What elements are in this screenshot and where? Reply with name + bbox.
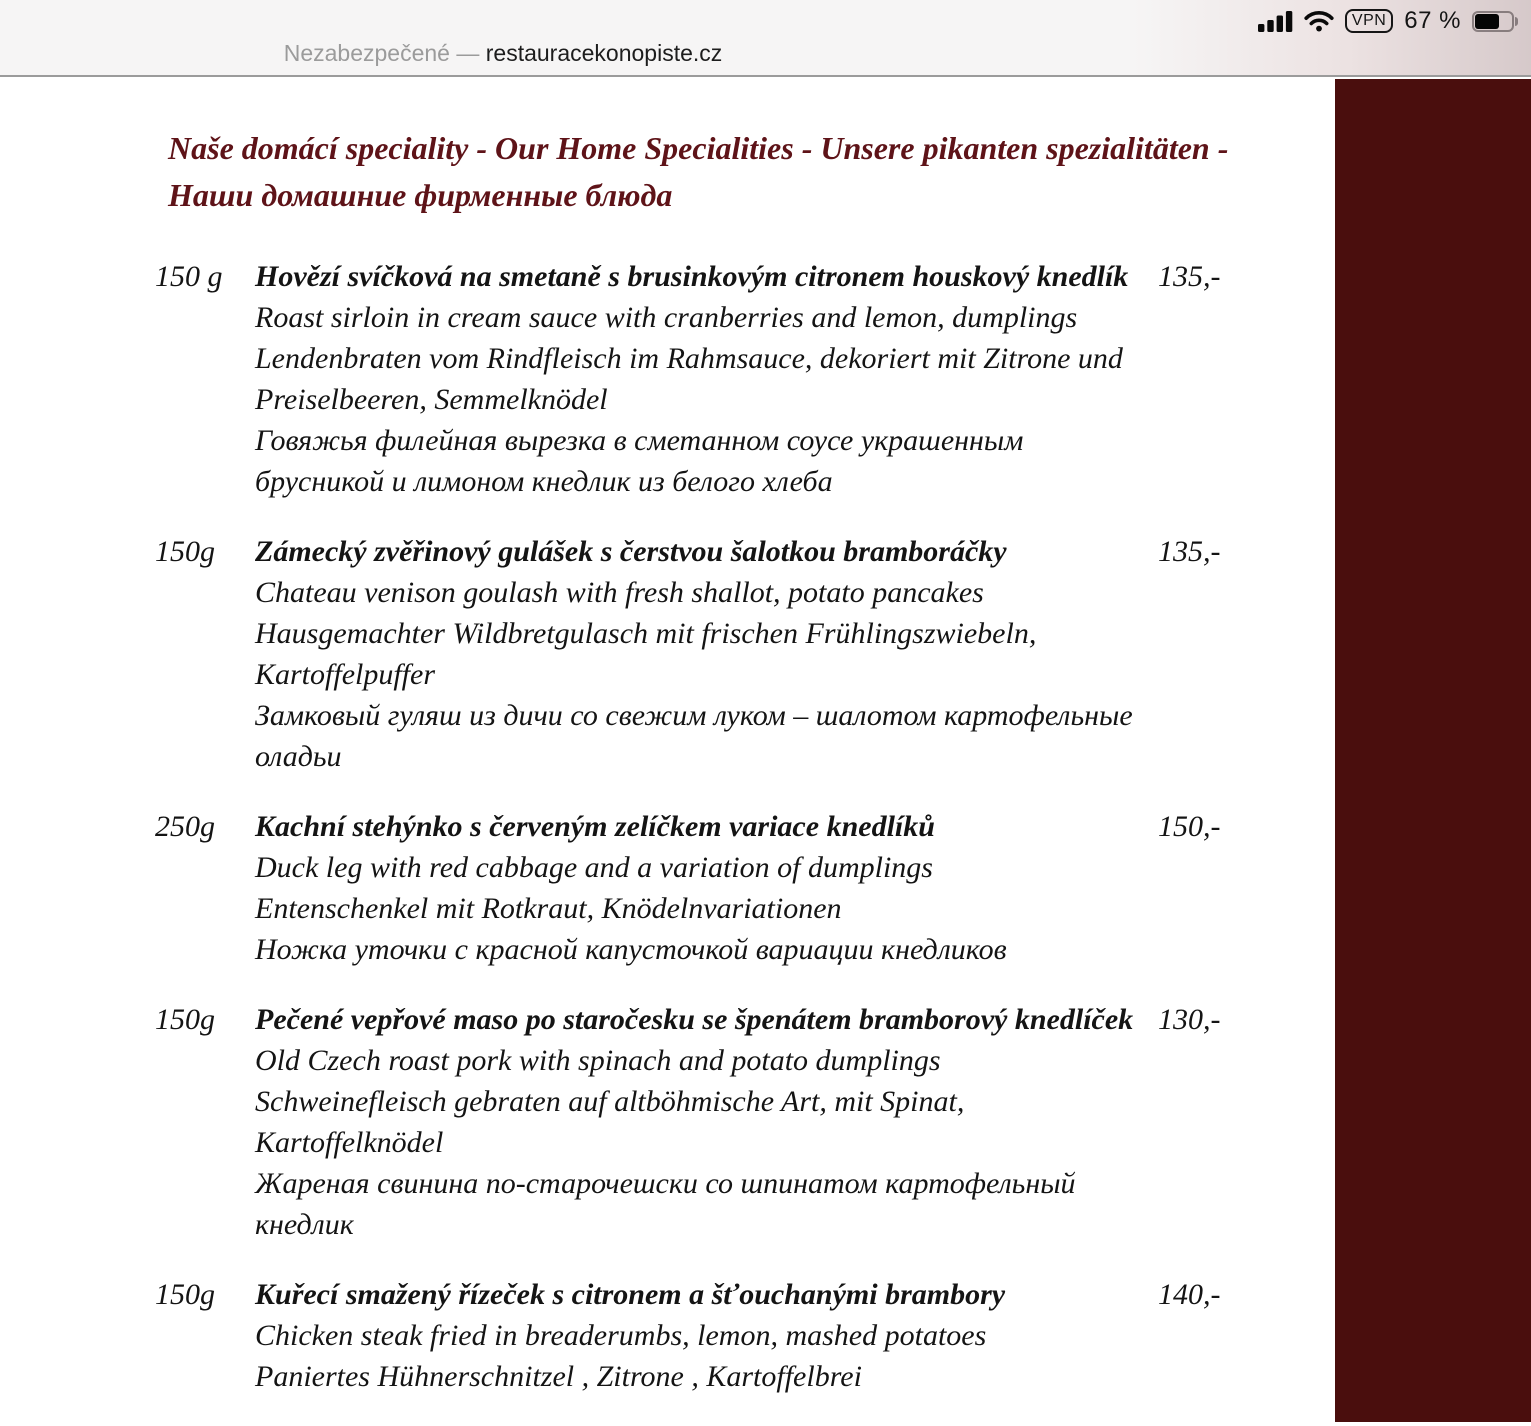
- url-security-label: Nezabezpečené —: [283, 40, 486, 66]
- item-price: 135,-: [1158, 260, 1221, 293]
- page-background-stripe: [1335, 79, 1531, 1422]
- item-price: 150,-: [1158, 810, 1221, 843]
- dish-description: Hausgemachter Wildbretgulasch mit frischen Frühlingszwiebeln, Kartoffelpuffer: [255, 617, 1037, 691]
- dish-name: Kuřecí smažený řízeček s citronem a šťouchanými brambory: [255, 1278, 1006, 1311]
- url-field[interactable]: [284, 39, 723, 67]
- status-bar: [1258, 9, 1518, 33]
- dish-description: Entenschenkel mit Rotkraut, Knödelnvariationen: [255, 892, 842, 925]
- dish-description: Old Czech roast pork with spinach and potato dumplings: [255, 1044, 941, 1077]
- item-body: [255, 999, 1158, 1245]
- menu-item: [155, 806, 1310, 970]
- item-weight: 150 g: [155, 260, 223, 293]
- url-domain: restauracekonopiste.cz: [485, 40, 723, 66]
- battery-icon: [1472, 11, 1518, 32]
- dish-name: Zámecký zvěřinový gulášek s čerstvou šalotkou bramboráčky: [255, 535, 1007, 568]
- menu-list: [155, 256, 1310, 1397]
- menu-item: [155, 531, 1310, 777]
- menu-section-title: Naše domácí speciality - Our Home Specialities - Unsere pikanten spezialitäten - Наши домашние фирменные блюда: [168, 130, 1229, 213]
- menu-item: [155, 999, 1310, 1245]
- dish-description: Chicken steak fried in breaderumbs, lemon, mashed potatoes: [255, 1319, 987, 1352]
- item-body: [255, 256, 1158, 502]
- item-weight: 150g: [155, 535, 215, 568]
- item-body: [255, 531, 1158, 777]
- item-weight: 150g: [155, 1278, 215, 1311]
- menu-item: [155, 256, 1310, 502]
- dish-description: Замковый гуляш из дичи со свежим луком – шалотом картофельные оладьи: [255, 699, 1133, 773]
- wifi-icon: [1304, 11, 1334, 32]
- browser-top-bar: [0, 0, 1531, 77]
- vpn-badge: VPN: [1345, 9, 1393, 33]
- battery-fill: [1475, 14, 1499, 29]
- dish-description: Жареная свинина по-старочешски со шпинатом картофельный кнедлик: [255, 1167, 1076, 1241]
- dish-description: Ножка уточки с красной капусточкой вариации кнедликов: [255, 933, 1007, 966]
- item-price: 135,-: [1158, 535, 1221, 568]
- item-body: [255, 1274, 1158, 1397]
- dish-description: Говяжья филейная вырезка в сметанном соусе украшенным брусникой и лимоном кнедлик из белого хлеба: [255, 424, 1024, 498]
- item-weight: 150g: [155, 1003, 215, 1036]
- dish-description: Lendenbraten vom Rindfleisch im Rahmsauce, dekoriert mit Zitrone und Preiselbeeren, Semmelknödel: [255, 342, 1123, 416]
- item-price: 140,-: [1158, 1278, 1221, 1311]
- page-content: [0, 79, 1531, 1422]
- menu-item: [155, 1274, 1310, 1397]
- dish-description: Schweinefleisch gebraten auf altböhmische Art, mit Spinat, Kartoffelknödel: [255, 1085, 965, 1159]
- dish-name: Pečené vepřové maso po staročesku se špenátem bramborový knedlíček: [255, 1003, 1134, 1036]
- cellular-signal-icon: [1258, 11, 1293, 32]
- item-body: [255, 806, 1158, 970]
- item-weight: 250g: [155, 810, 215, 843]
- dish-name: Kachní stehýnko s červeným zelíčkem variace knedlíků: [255, 810, 935, 843]
- menu-section: [0, 79, 1335, 1426]
- battery-percentage: 67 %: [1404, 7, 1461, 34]
- dish-description: Paniertes Hühnerschnitzel , Zitrone , Kartoffelbrei: [255, 1360, 862, 1393]
- dish-name: Hovězí svíčková na smetaně s brusinkovým citronem houskový knedlík: [255, 260, 1129, 293]
- item-price: 130,-: [1158, 1003, 1221, 1036]
- dish-description: Roast sirloin in cream sauce with cranberries and lemon, dumplings: [255, 301, 1078, 334]
- dish-description: Duck leg with red cabbage and a variation of dumplings: [255, 851, 933, 884]
- dish-description: Chateau venison goulash with fresh shallot, potato pancakes: [255, 576, 984, 609]
